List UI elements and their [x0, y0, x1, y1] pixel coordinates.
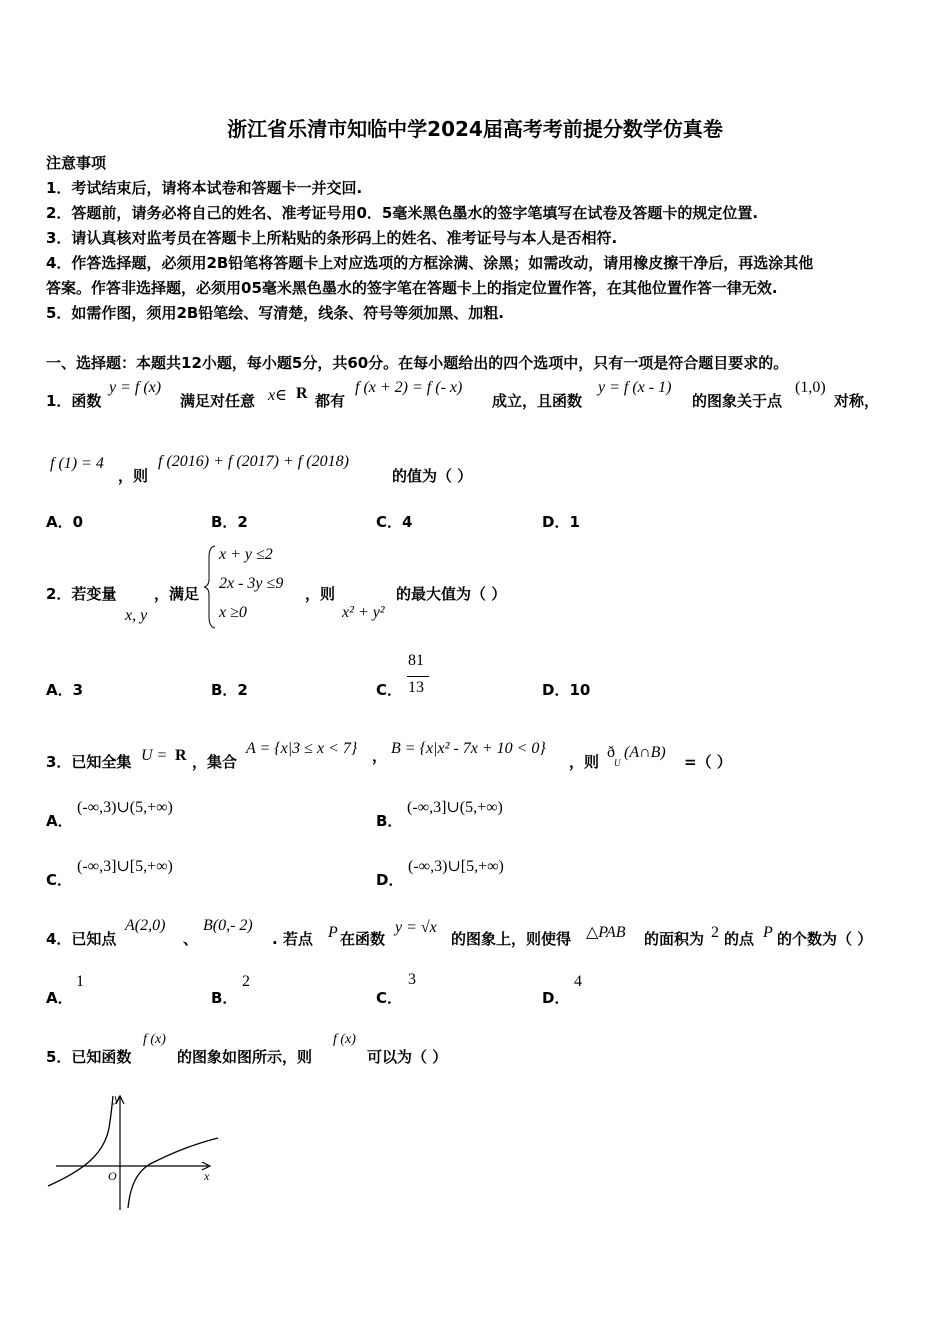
q1-option-a: A．0 [46, 513, 84, 531]
q2-brace [203, 545, 217, 629]
q3-option-a-label: A． [46, 812, 73, 830]
q4-text: 的面积为 [644, 930, 705, 948]
q1-option-d: D．1 [542, 513, 580, 531]
q3-complement: ð [607, 744, 615, 761]
page-title: 浙江省乐清市知临中学2024届高考考前提分数学仿真卷 [227, 117, 723, 141]
q2-option-d: D．10 [542, 681, 591, 699]
q2-option-c: C． [376, 681, 403, 699]
q3-option-d-label: D． [376, 871, 404, 889]
note-item: 1．考试结束后，请将本试卷和答题卡一并交回. [46, 179, 363, 197]
q2-constraint-1: x + y ≤2 [219, 546, 273, 563]
q2-fraction-numerator: 81 [408, 652, 424, 669]
q3-comma: ， [372, 747, 388, 765]
q5-function-graph [44, 1088, 224, 1214]
q1-math-point: (1,0) [795, 379, 826, 396]
note-item: 3．请认真核对监考员在答题卡上所粘贴的条形码上的姓名、准考证号与本人是否相符. [46, 229, 618, 247]
q4-triangle: △PAB [586, 924, 626, 941]
q3-text: ，则 [569, 753, 600, 771]
q4-point-b: B(0,- 2) [203, 917, 253, 934]
q1-text: ，则 [118, 467, 149, 485]
q2-text: ，则 [305, 585, 336, 603]
q3-set-a: A = {x|3 ≤ x < 7} [246, 740, 358, 757]
q1-math-x-in: x∈ [268, 387, 287, 404]
q2-text: 的最大值为（ ） [396, 585, 507, 603]
q2-constraint-3: x ≥0 [219, 604, 247, 621]
q3-option-c-label: C． [46, 871, 73, 889]
q3-text: ，集合 [192, 753, 238, 771]
x-label: x [204, 1169, 210, 1183]
q1-text: 都有 [315, 392, 346, 410]
q3-option-d: (-∞,3)∪[5,+∞) [408, 858, 504, 875]
q1-math-yfx: y = f (x) [109, 379, 162, 396]
q4-option-a-label: A． [46, 989, 73, 1007]
q2-fraction-bar [407, 676, 429, 677]
curve-left-branch [48, 1096, 113, 1186]
q2-text: 2．若变量 [46, 585, 117, 603]
q2-constraint-2: 2x - 3y ≤9 [219, 575, 284, 592]
q3-option-b: (-∞,3]∪(5,+∞) [407, 799, 503, 816]
q4-area-value: 2 [711, 924, 719, 941]
q1-option-c: C．4 [376, 513, 413, 531]
q4-text: 、 [183, 930, 199, 948]
q4-text: 的图象上，则使得 [451, 930, 572, 948]
q2-option-b: B．2 [211, 681, 248, 699]
q2-text: ，满足 [154, 585, 200, 603]
q4-option-c: 3 [408, 971, 416, 988]
q3-math-intersection: (A∩B) [624, 744, 666, 761]
q4-option-c-label: C． [376, 989, 403, 1007]
q3-option-b-label: B． [376, 812, 403, 830]
q5-text: 可以为（ ） [367, 1048, 448, 1066]
q4-point-p: P [763, 924, 773, 941]
note-item: 5．如需作图，须用2B铅笔绘、写清楚，线条、符号等须加黑、加粗. [46, 304, 505, 322]
q3-set-b: B = {x|x² - 7x + 10 < 0} [391, 740, 546, 757]
q4-option-d: 4 [574, 973, 582, 990]
notes-heading: 注意事项 [46, 154, 107, 172]
q4-text: 的个数为（ ） [777, 930, 873, 948]
q1-math-sum: f (2016) + f (2017) + f (2018) [158, 453, 349, 470]
q1-option-b: B．2 [211, 513, 248, 531]
note-item: 2．答题前，请务必将自己的姓名、准考证号用0．5毫米黑色墨水的签字笔填写在试卷及答题卡的规定位置. [46, 204, 759, 222]
q1-math-equation: f (x + 2) = f (- x) [355, 379, 463, 396]
q1-math-shift: y = f (x - 1) [598, 379, 672, 396]
q4-text: . 若点 [272, 930, 313, 948]
q3-text: 3．已知全集 [46, 753, 132, 771]
q5-math-fx: f (x) [333, 1032, 356, 1047]
q4-point-p: P [328, 924, 338, 941]
q1-text: 成立，且函数 [492, 392, 583, 410]
note-item: 4．作答选择题，必须用2B铅笔将答题卡上对应选项的方框涂满、涂黑；如需改动，请用橡皮擦干净后，再选涂其他 [46, 254, 814, 272]
q3-math-R: R [175, 747, 187, 764]
q3-complement-sub: U [614, 758, 621, 768]
q5-text: 的图象如图所示，则 [177, 1048, 313, 1066]
q4-text: 4．已知点 [46, 930, 117, 948]
q1-math-f1: f (1) = 4 [50, 455, 104, 472]
q2-fraction-denominator: 13 [408, 679, 424, 696]
q4-text: 的点 [724, 930, 755, 948]
q4-function: y = √x [395, 919, 437, 936]
q4-option-b: 2 [242, 973, 250, 990]
section-heading: 一、选择题：本题共12小题，每小题5分，共60分。在每小题给出的四个选项中，只有一项是符合题目要求的。 [46, 354, 789, 372]
q5-math-fx: f (x) [143, 1032, 166, 1047]
q1-text: 的值为（ ） [392, 467, 473, 485]
q1-text: 1．函数 [46, 392, 102, 410]
note-item: 答案。作答非选择题，必须用05毫米黑色墨水的签字笔在答题卡上的指定位置作答，在其他位置作答一律无效. [46, 279, 778, 297]
q4-option-d-label: D． [542, 989, 570, 1007]
q3-option-c: (-∞,3]∪[5,+∞) [77, 858, 173, 875]
q3-math-U: U = [141, 747, 168, 764]
q2-math-expr: x² + y² [342, 604, 385, 621]
q4-point-a: A(2,0) [125, 917, 166, 934]
q1-text: 的图象关于点 [692, 392, 783, 410]
q2-option-a: A．3 [46, 681, 84, 699]
q4-option-a: 1 [76, 973, 84, 990]
q5-text: 5．已知函数 [46, 1048, 132, 1066]
q3-option-a: (-∞,3)∪(5,+∞) [77, 799, 173, 816]
q1-text: 对称， [834, 392, 880, 410]
q4-option-b-label: B． [211, 989, 238, 1007]
q4-text: 在函数 [340, 930, 386, 948]
q1-math-R: R [296, 385, 308, 402]
y-label: y [114, 1091, 120, 1105]
q1-text: 满足对任意 [180, 392, 256, 410]
q3-text: =（ ） [684, 753, 732, 771]
q2-math-vars: x, y [125, 607, 148, 624]
origin-label: O [108, 1169, 117, 1183]
